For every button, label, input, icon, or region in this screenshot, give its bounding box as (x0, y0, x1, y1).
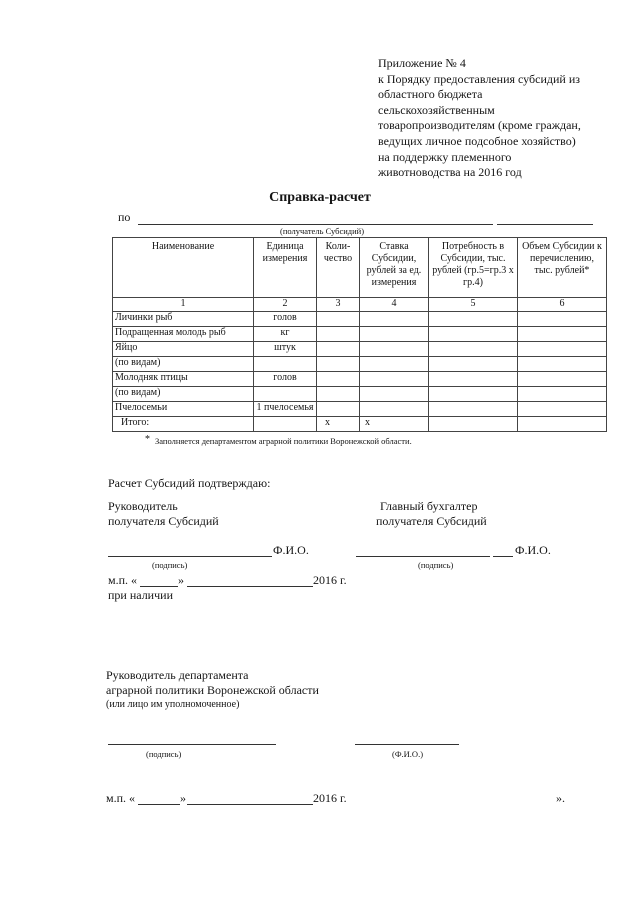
row-volume[interactable] (518, 312, 607, 327)
row-qty[interactable] (317, 342, 360, 357)
col-number: 2 (254, 298, 317, 312)
row-rate[interactable] (360, 387, 429, 402)
row-need[interactable] (429, 417, 518, 432)
row-qty[interactable] (317, 357, 360, 372)
row-volume[interactable] (518, 402, 607, 417)
row-rate[interactable] (360, 312, 429, 327)
recipient-underline[interactable] (138, 224, 493, 225)
header-name: Наименование (113, 238, 254, 298)
head-signature-caption: (подпись) (152, 560, 188, 570)
appendix-line: Приложение № 4 (378, 56, 466, 70)
header-need: Потребность в Субсидии, тыс. рублей (гр.5=гр.3 х гр.4) (429, 238, 518, 298)
confirm-text: Расчет Субсидий подтверждаю: (108, 476, 271, 490)
row-need[interactable] (429, 372, 518, 387)
row-volume[interactable] (518, 372, 607, 387)
header-volume: Объем Субсидии к перечислению, тыс. рублей* (518, 238, 607, 298)
footnote-mark: * (145, 434, 150, 445)
row-rate[interactable] (360, 372, 429, 387)
table-row (113, 312, 607, 327)
row-qty: x (317, 417, 360, 432)
row-volume[interactable] (518, 327, 607, 342)
row-volume[interactable] (518, 417, 607, 432)
header-unit: Единица измерения (254, 238, 317, 298)
row-need[interactable] (429, 312, 518, 327)
month-field[interactable] (187, 586, 313, 587)
stamp-date-prefix: м.п. « (108, 573, 138, 587)
row-qty[interactable] (317, 372, 360, 387)
header-rate: Ставка Субсидии, рублей за ед. измерения (360, 238, 429, 298)
table-row-total (113, 417, 607, 432)
accountant-title-line1: Главный бухгалтер (380, 499, 478, 513)
row-unit: штук (254, 342, 317, 357)
accountant-signature-line[interactable] (356, 556, 490, 557)
row-unit: 1 пчелосемья (254, 402, 317, 417)
head-signature-line[interactable] (108, 556, 272, 557)
row-need[interactable] (429, 402, 518, 417)
row-name: Молодняк птицы (113, 372, 254, 387)
row-unit (254, 417, 317, 432)
table-row (113, 342, 607, 357)
row-qty[interactable] (317, 327, 360, 342)
row-rate[interactable] (360, 357, 429, 372)
accountant-signature-caption: (подпись) (418, 560, 454, 570)
subsidy-table (112, 237, 607, 432)
col-number: 3 (317, 298, 360, 312)
col-number: 6 (518, 298, 607, 312)
appendix-line: к Порядку предоставления субсидий из (378, 71, 580, 86)
row-rate: x (360, 417, 429, 432)
appendix-line: животноводства на 2016 год (378, 165, 522, 180)
recipient-prefix: по (118, 210, 131, 224)
row-volume[interactable] (518, 342, 607, 357)
appendix-line: на поддержку племенного (378, 149, 512, 164)
closing-quote-mark: ». (556, 791, 565, 805)
appendix-line: областного бюджета (378, 87, 483, 102)
row-unit (254, 387, 317, 402)
head-title-line2: получателя Субсидий (108, 514, 219, 528)
appendix-line: ведущих личное подсобное хозяйство) (378, 133, 576, 148)
col-number: 5 (429, 298, 518, 312)
row-need[interactable] (429, 327, 518, 342)
department-line2: аграрной политики Воронежской области (106, 683, 319, 697)
row-qty[interactable] (317, 402, 360, 417)
row-name: Подращенная молодь рыб (113, 327, 254, 342)
dept-day-field[interactable] (138, 804, 180, 805)
stamp-quote-close: » (178, 573, 184, 587)
table-row (113, 402, 607, 417)
row-volume[interactable] (518, 387, 607, 402)
col-number: 4 (360, 298, 429, 312)
header-qty: Коли-чество (317, 238, 360, 298)
row-unit: кг (254, 327, 317, 342)
table-row (113, 357, 607, 372)
dept-stamp-date-prefix: м.п. « (106, 791, 136, 805)
accountant-signature-line-2[interactable] (493, 556, 513, 557)
row-rate[interactable] (360, 327, 429, 342)
appendix-line: товаропроизводителям (кроме граждан, (378, 118, 581, 133)
row-unit (254, 357, 317, 372)
department-fio-caption: (Ф.И.О.) (392, 749, 424, 759)
row-name: Итого: (113, 417, 254, 432)
row-need[interactable] (429, 387, 518, 402)
row-unit: голов (254, 312, 317, 327)
recipient-underline-extra[interactable] (497, 224, 593, 225)
day-field[interactable] (140, 586, 178, 587)
document-title: Справка-расчет (269, 190, 371, 205)
stamp-note: при наличии (108, 588, 173, 602)
row-need[interactable] (429, 342, 518, 357)
row-qty[interactable] (317, 387, 360, 402)
row-qty[interactable] (317, 312, 360, 327)
department-signature-line[interactable] (108, 744, 276, 745)
column-numbers-row (113, 298, 607, 312)
department-line1: Руководитель департамента (106, 668, 249, 682)
col-number: 1 (113, 298, 254, 312)
stamp-year: 2016 г. (313, 573, 347, 587)
row-need[interactable] (429, 357, 518, 372)
row-name: Пчелосемьи (113, 402, 254, 417)
row-name: Личинки рыб (113, 312, 254, 327)
row-unit: голов (254, 372, 317, 387)
head-fio: Ф.И.О. (273, 543, 309, 557)
recipient-caption: (получатель Субсидий) (280, 226, 365, 236)
table-row (113, 372, 607, 387)
accountant-fio: Ф.И.О. (515, 543, 551, 557)
table-header-row (113, 238, 607, 298)
row-name: (по видам) (113, 387, 254, 402)
department-fio-line[interactable] (355, 744, 459, 745)
accountant-title-line2: получателя Субсидий (376, 514, 487, 528)
dept-month-field[interactable] (187, 804, 313, 805)
head-title-line1: Руководитель (108, 499, 178, 513)
footnote-text: Заполняется департаментом аграрной политики Воронежской области. (155, 436, 412, 446)
row-name: (по видам) (113, 357, 254, 372)
appendix-block (378, 56, 581, 181)
appendix-line: сельскохозяйственным (378, 102, 495, 117)
row-volume[interactable] (518, 357, 607, 372)
row-rate[interactable] (360, 342, 429, 357)
department-signature-caption: (подпись) (146, 749, 182, 759)
row-rate[interactable] (360, 402, 429, 417)
row-name: Яйцо (113, 342, 254, 357)
table-row (113, 327, 607, 342)
department-line3: (или лицо им уполномоченное) (106, 699, 240, 710)
dept-stamp-quote-close: » (180, 791, 186, 805)
dept-stamp-year: 2016 г. (313, 791, 347, 805)
table-row (113, 387, 607, 402)
